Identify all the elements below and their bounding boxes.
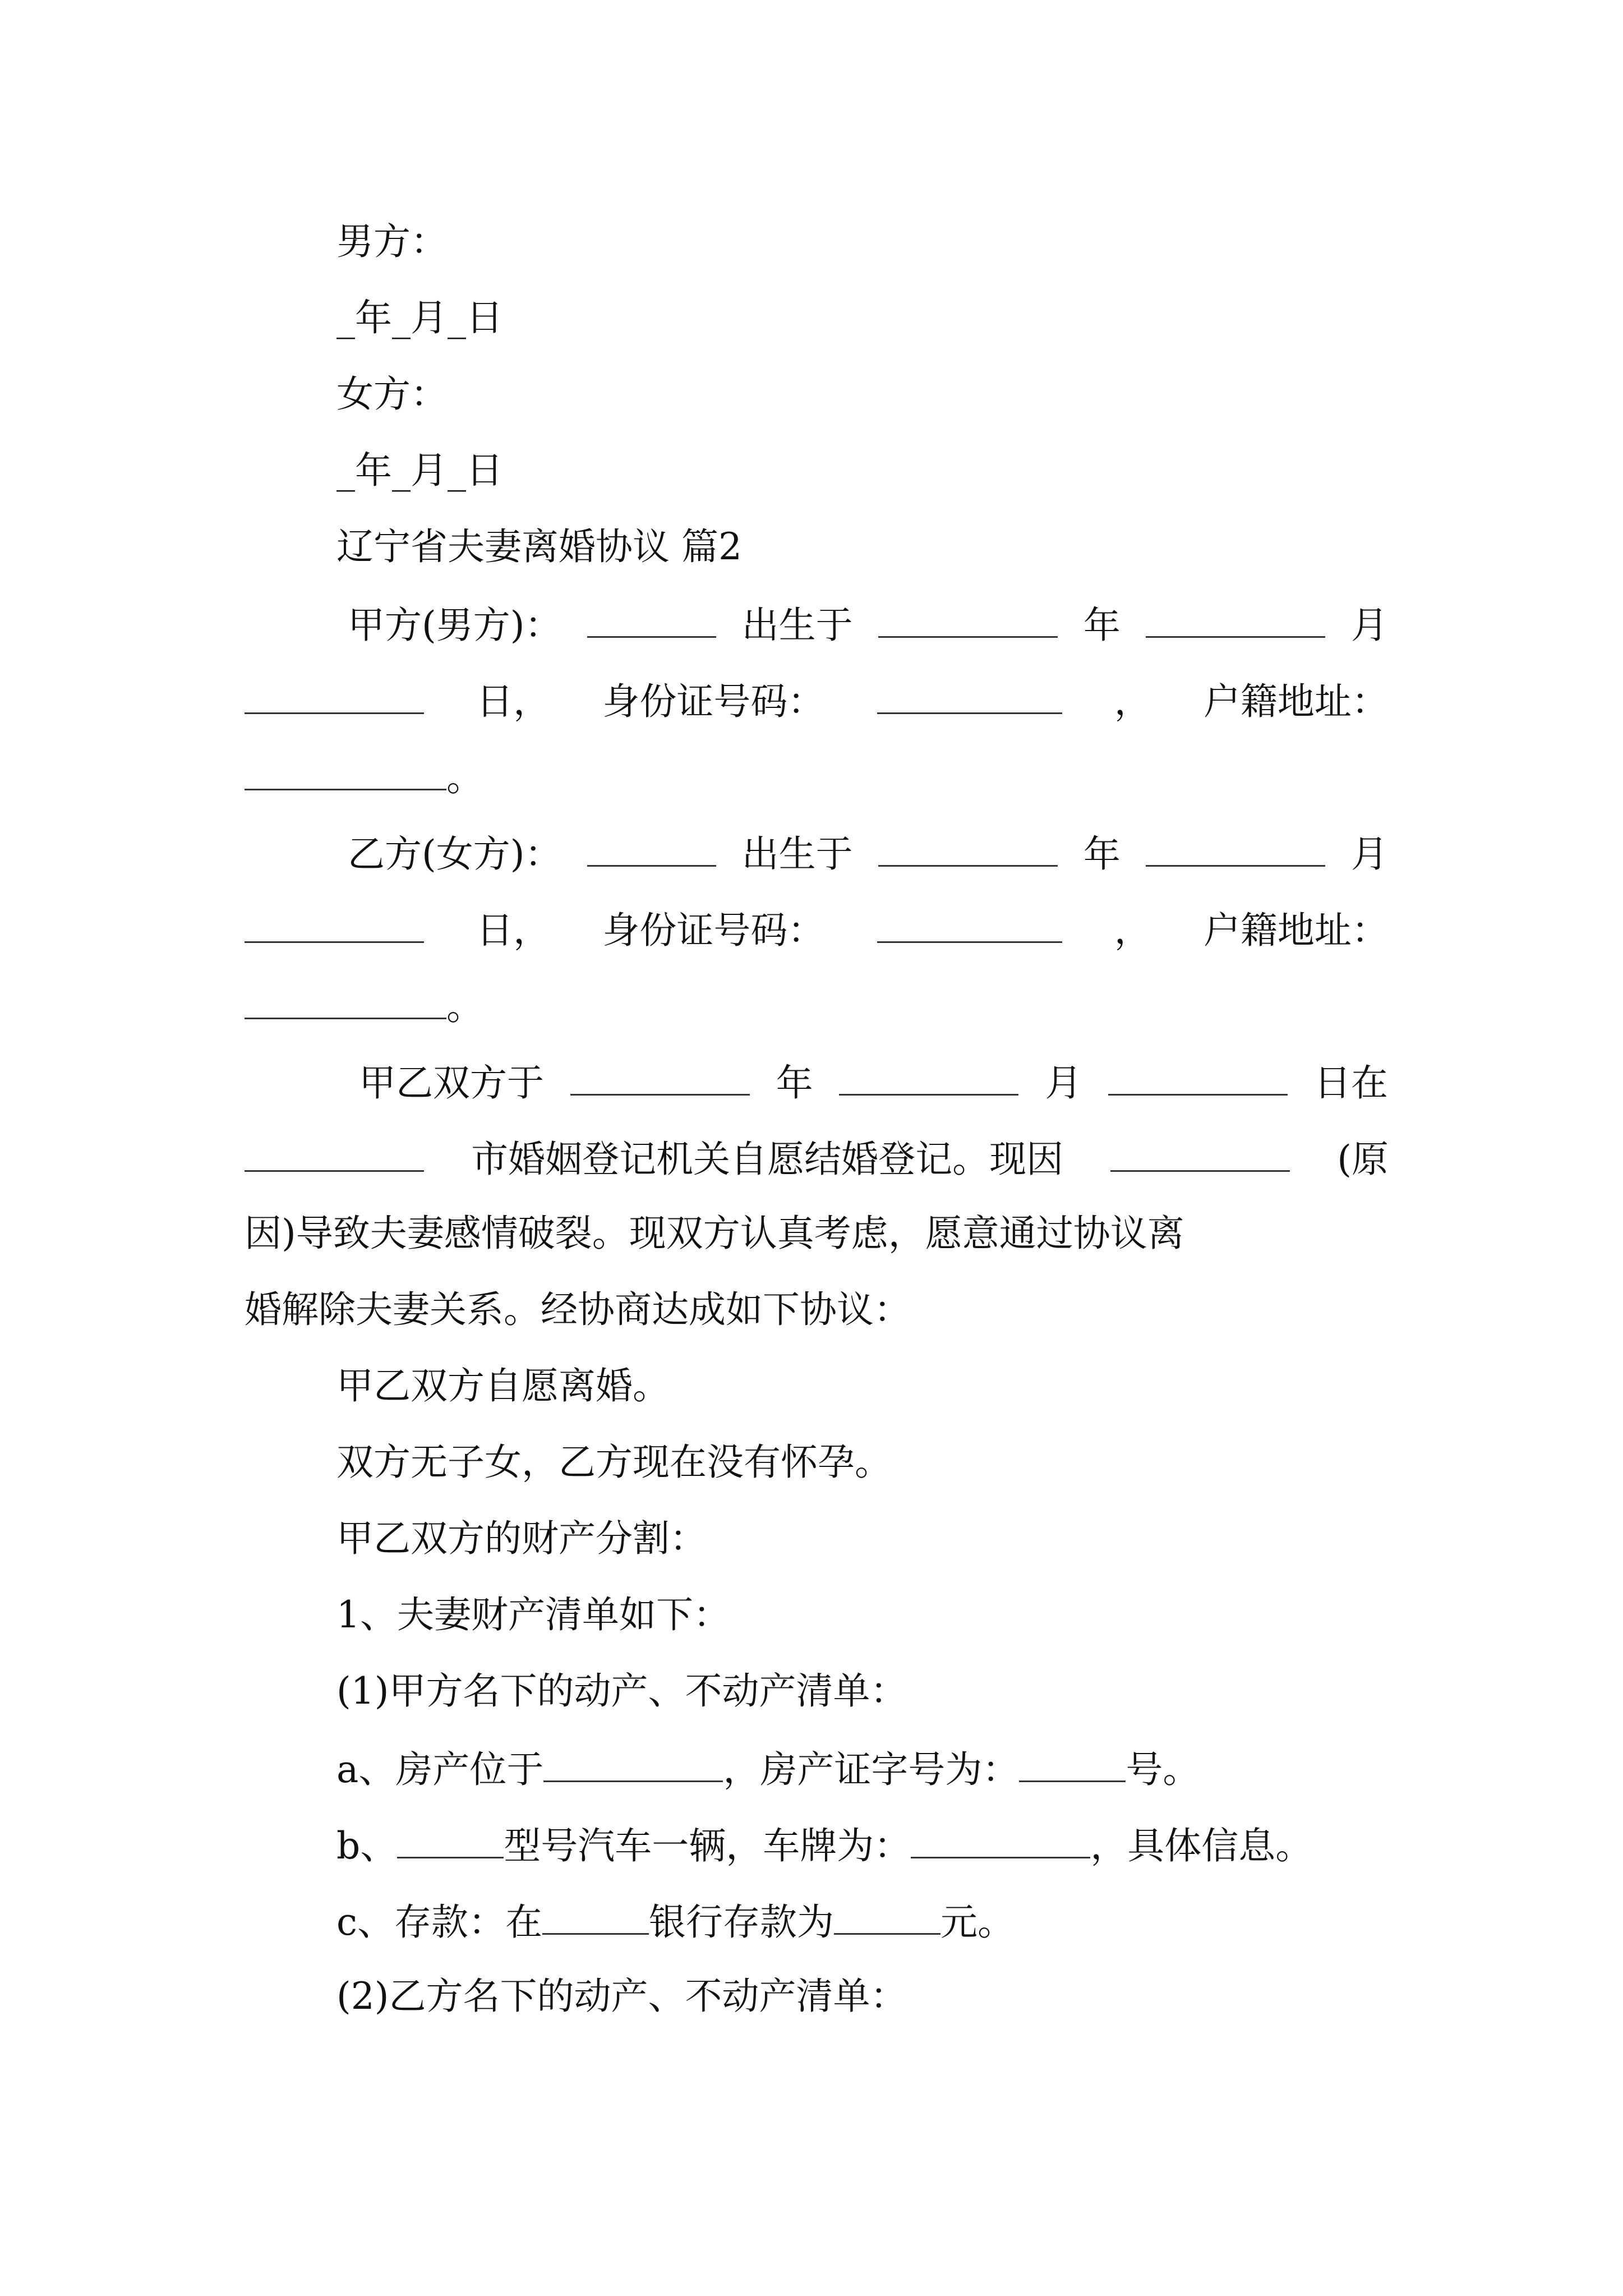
party-b-year-blank — [878, 834, 1058, 867]
marriage-registration: 市婚姻登记机关自愿结婚登记。现因 — [471, 1138, 1064, 1181]
item-children: 双方无子女，乙方现在没有怀孕。 — [336, 1441, 892, 1484]
party-a-month-blank — [1146, 605, 1325, 638]
section-title: 辽宁省夫妻离婚协议 篇2 — [336, 525, 742, 568]
party-b-line-3 — [245, 985, 483, 1028]
party-a-born: 出生于 — [741, 604, 853, 647]
house-end: 号。 — [1126, 1748, 1200, 1791]
marriage-reason-blank — [1110, 1139, 1290, 1172]
party-b-name-blank — [587, 834, 716, 867]
party-a-month: 月 — [1350, 604, 1388, 647]
party-a-year: 年 — [1083, 604, 1121, 647]
deposit-line — [336, 1901, 1015, 1944]
party-b-label: 乙方(女方)： — [348, 832, 562, 876]
party-b-end: 。 — [446, 985, 483, 1028]
party-b-address-blank — [245, 986, 446, 1019]
marriage-year-blank — [570, 1062, 750, 1096]
party-a-id-blank — [877, 681, 1062, 714]
party-a-line-3 — [245, 757, 483, 797]
party-a-year-blank — [878, 605, 1058, 638]
party-a-label: 甲方(男方)： — [348, 604, 562, 647]
marriage-day-blank — [1108, 1062, 1288, 1096]
car-mid: 型号汽车一辆，车牌为： — [504, 1824, 911, 1867]
car-model-blank — [397, 1825, 504, 1858]
party-a-end: 。 — [446, 756, 483, 799]
party-a-property-title: (1)甲方名下的动产、不动产清单： — [336, 1669, 907, 1713]
marriage-intro: 甲乙双方于 — [359, 1061, 544, 1105]
deposit-prefix: c、存款：在 — [336, 1901, 542, 1944]
party-a-address-blank — [245, 757, 446, 790]
party-a-id-label: 身份证号码： — [602, 680, 825, 723]
marriage-year: 年 — [776, 1061, 813, 1105]
party-a-address-label: 户籍地址： — [1203, 680, 1389, 723]
party-b-line-1 — [348, 832, 1388, 876]
marriage-reason-open: (原 — [1337, 1138, 1389, 1181]
marriage-line-1 — [359, 1061, 1388, 1105]
party-a-comma: ， — [1114, 680, 1151, 723]
deposit-end: 元。 — [940, 1901, 1015, 1944]
house-line — [336, 1748, 1200, 1791]
house-prefix: a、房产位于 — [336, 1748, 544, 1791]
party-b-id-blank — [877, 910, 1062, 943]
deposit-mid: 银行存款为 — [648, 1901, 834, 1944]
female-signature-label: 女方： — [336, 372, 448, 416]
marriage-city-blank — [245, 1139, 424, 1172]
party-b-day: 日， — [476, 909, 551, 952]
house-mid: ，房产证字号为： — [723, 1748, 1020, 1791]
party-b-month: 月 — [1350, 832, 1388, 876]
item-property: 甲乙双方的财产分割： — [336, 1517, 707, 1560]
deposit-amount-blank — [834, 1902, 940, 1935]
item-divorce: 甲乙双方自愿离婚。 — [336, 1364, 670, 1407]
party-b-month-blank — [1146, 834, 1325, 867]
car-prefix: b、 — [336, 1824, 398, 1867]
party-b-line-2 — [245, 909, 1389, 952]
marriage-line-4: 婚解除夫妻关系。经协商达成如下协议： — [245, 1288, 911, 1331]
party-b-id-label: 身份证号码： — [602, 909, 825, 952]
party-a-day-blank — [245, 681, 424, 714]
house-cert-blank — [1019, 1749, 1126, 1782]
house-location-blank — [543, 1749, 723, 1782]
marriage-line-2 — [245, 1138, 1389, 1181]
female-signature-date: _年_月_日 — [336, 449, 503, 492]
marriage-line-3: 因)导致夫妻感情破裂。现双方认真考虑，愿意通过协议离 — [245, 1212, 1184, 1255]
party-b-comma: ， — [1114, 909, 1151, 952]
party-a-line-2 — [245, 680, 1389, 723]
party-a-line-1 — [348, 604, 1388, 647]
deposit-bank-blank — [542, 1902, 649, 1935]
car-end: ，具体信息。 — [1090, 1824, 1313, 1867]
marriage-month: 月 — [1045, 1061, 1082, 1105]
male-signature-date: _年_月_日 — [336, 296, 503, 339]
party-b-address-label: 户籍地址： — [1203, 909, 1389, 952]
party-b-born: 出生于 — [741, 832, 853, 876]
car-plate-blank — [911, 1825, 1090, 1858]
party-b-property-title: (2)乙方名下的动产、不动产清单： — [336, 1975, 907, 2018]
party-b-day-blank — [245, 910, 424, 943]
car-line — [336, 1825, 1312, 1865]
male-signature-label: 男方： — [336, 220, 448, 263]
marriage-day-at: 日在 — [1313, 1061, 1388, 1105]
party-a-day: 日， — [476, 680, 551, 723]
party-b-year: 年 — [1083, 832, 1121, 876]
party-a-name-blank — [587, 605, 716, 638]
property-list-title: 1、夫妻财产清单如下： — [336, 1593, 730, 1636]
marriage-month-blank — [839, 1062, 1018, 1096]
